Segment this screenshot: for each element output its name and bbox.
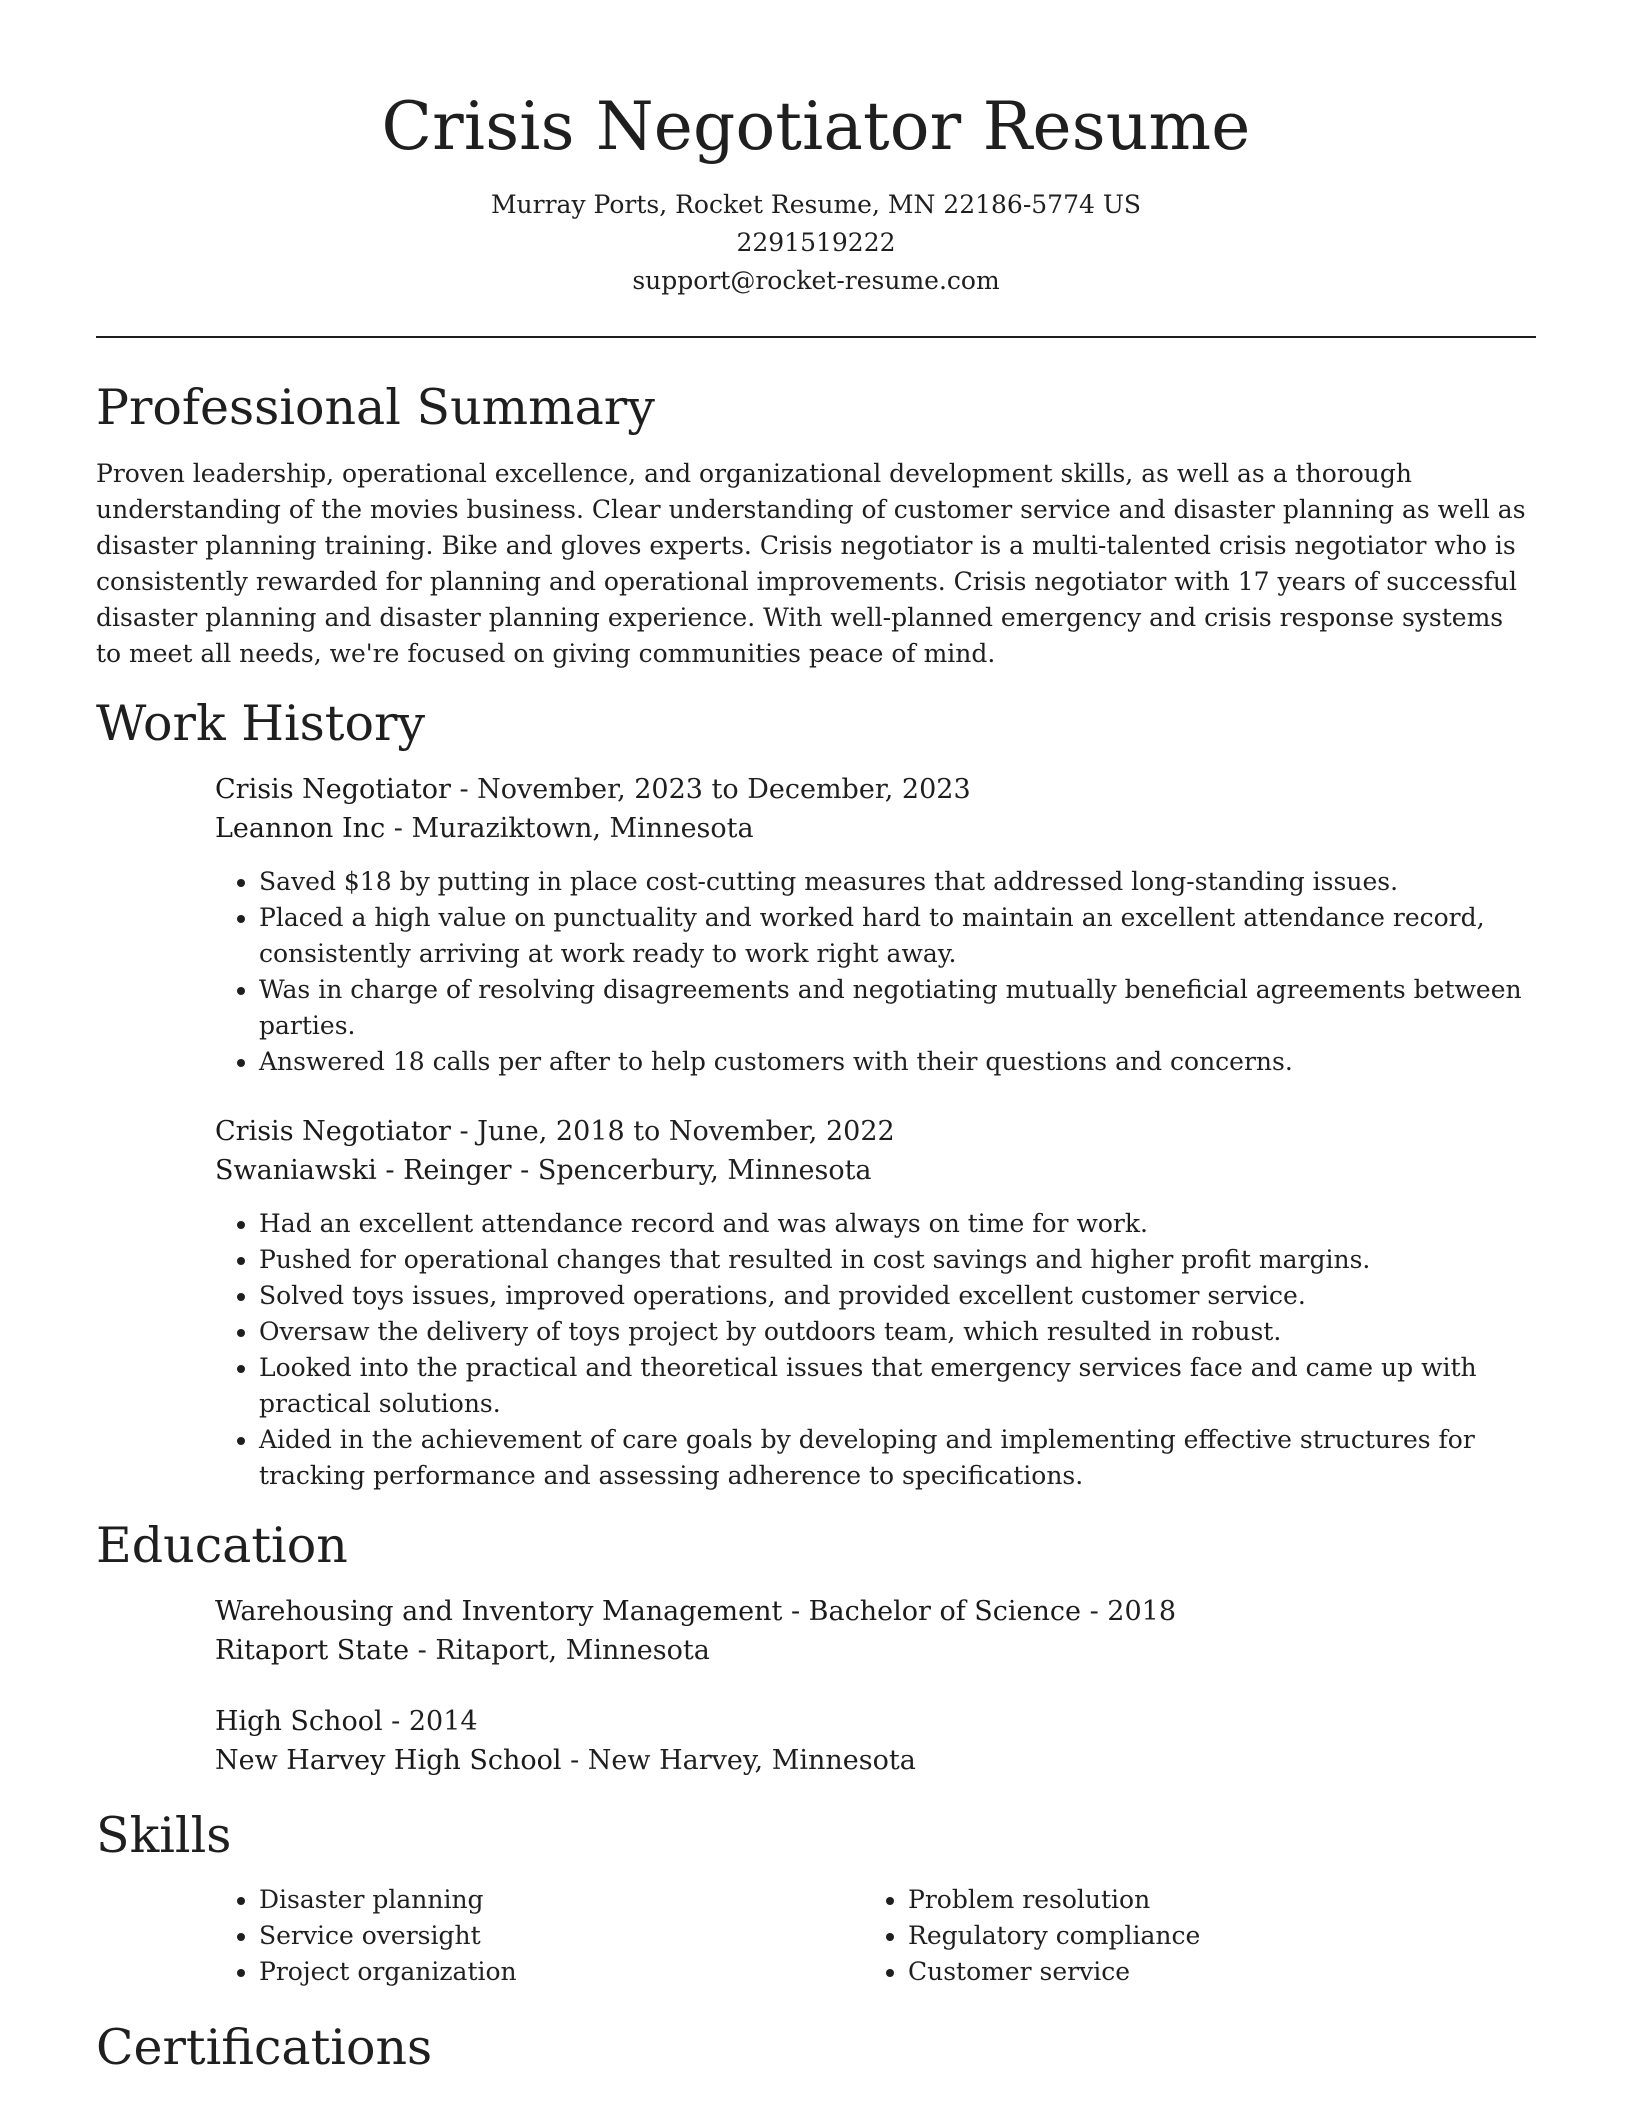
education-location: - Ritaport, Minnesota (409, 1635, 710, 1666)
education-year: - 2018 (1081, 1596, 1177, 1627)
education-degree-line (215, 1592, 1536, 1631)
education-school-line (215, 1741, 1536, 1780)
list-item: • Oversaw the delivery of toys project by outdoors team, which resulted in robust. (259, 1314, 1536, 1350)
education-school: New Harvey High School (215, 1745, 562, 1776)
job-title-line (215, 1112, 1536, 1151)
contact-email: support@rocket-resume.com (632, 266, 1000, 295)
list-item: • Aided in the achievement of care goals by developing and implementing effective structures for tracking performance and assessing adherence to specifications. (259, 1422, 1536, 1494)
list-item: • Problem resolution (908, 1882, 1513, 1918)
list-item: • Answered 18 calls per after to help customers with their questions and concerns. (259, 1044, 1536, 1080)
education-entry (215, 1702, 1536, 1780)
job-title-line (215, 770, 1536, 809)
work-heading: Work History (96, 695, 426, 752)
education-entry (215, 1592, 1536, 1670)
resume-page (96, 0, 1536, 2080)
job-entry (215, 770, 1536, 1080)
education-location: - New Harvey, Minnesota (561, 1745, 916, 1776)
job-location: - Muraziktown, Minnesota (385, 813, 754, 844)
education-degree: High School (215, 1706, 383, 1737)
skills-section (96, 1804, 1536, 1990)
resume-title: Crisis Negotiator Resume (381, 88, 1251, 165)
job-location: - Spencerbury, Minnesota (511, 1155, 872, 1186)
skills-columns (215, 1882, 1536, 1990)
education-school-line (215, 1631, 1536, 1670)
job-company-line (215, 1151, 1536, 1190)
work-section (96, 692, 1536, 1494)
resume-header (96, 0, 1536, 300)
education-section (96, 1514, 1536, 1780)
certifications-heading: Certifications (96, 2019, 433, 2076)
list-item: • Regulatory compliance (908, 1918, 1513, 1954)
contact-address: Murray Ports, Rocket Resume, MN 22186-5774 US (490, 190, 1142, 219)
job-title: Crisis Negotiator (215, 774, 451, 805)
list-item: • Pushed for operational changes that resulted in cost savings and higher profit margins. (259, 1242, 1536, 1278)
list-item: • Solved toys issues, improved operations, and provided excellent customer service. (259, 1278, 1536, 1314)
education-degree-line (215, 1702, 1536, 1741)
list-item: • Placed a high value on punctuality and worked hard to maintain an excellent attendance record, consistently arriving at work ready to work right away. (259, 900, 1536, 972)
contact-phone: 2291519222 (736, 228, 896, 257)
list-item: • Project organization (259, 1954, 864, 1990)
education-year: - 2014 (382, 1706, 478, 1737)
skills-list-right (864, 1882, 1513, 1990)
list-item: • Looked into the practical and theoretical issues that emergency services face and came up with practical solutions. (259, 1350, 1536, 1422)
summary-text: Proven leadership, operational excellence, and organizational development skills, as well as a thorough understanding of the movies business. Clear understanding of customer service and disaster planning as well as disaster planning training. Bike and gloves experts. Crisis negotiator is a multi-talented crisis negotiator who is consistently rewarded for planning and operational improvements. Crisis negotiator with 17 years of successful disaster planning and disaster planning experience. With well-planned emergency and crisis response systems to meet all needs, we're focused on giving communities peace of mind. (96, 459, 1526, 668)
job-company: Swaniawski - Reinger (215, 1155, 512, 1186)
list-item: • Saved $18 by putting in place cost-cutting measures that addressed long-standing issues. (259, 864, 1536, 900)
header-divider (96, 336, 1536, 338)
certifications-section (96, 2016, 1536, 2080)
job-title: Crisis Negotiator (215, 1116, 451, 1147)
contact-block (96, 186, 1536, 300)
summary-section (96, 376, 1536, 672)
list-item: • Was in charge of resolving disagreements and negotiating mutually beneficial agreements between parties. (259, 972, 1536, 1044)
list-item: • Customer service (908, 1954, 1513, 1990)
job-bullets (215, 864, 1536, 1080)
education-heading: Education (96, 1517, 348, 1574)
job-bullets (215, 1206, 1536, 1494)
list-item: • Disaster planning (259, 1882, 864, 1918)
list-item: • Service oversight (259, 1918, 864, 1954)
education-degree: Warehousing and Inventory Management - Bachelor of Science (215, 1596, 1082, 1627)
skills-heading: Skills (96, 1807, 232, 1864)
job-company-line (215, 809, 1536, 848)
job-company: Leannon Inc (215, 813, 386, 844)
list-item: • Had an excellent attendance record and was always on time for work. (259, 1206, 1536, 1242)
skills-list-left (215, 1882, 864, 1990)
job-entry (215, 1112, 1536, 1494)
job-dates: - November, 2023 to December, 2023 (450, 774, 971, 805)
education-school: Ritaport State (215, 1635, 410, 1666)
summary-heading: Professional Summary (96, 379, 655, 436)
job-dates: - June, 2018 to November, 2022 (450, 1116, 895, 1147)
